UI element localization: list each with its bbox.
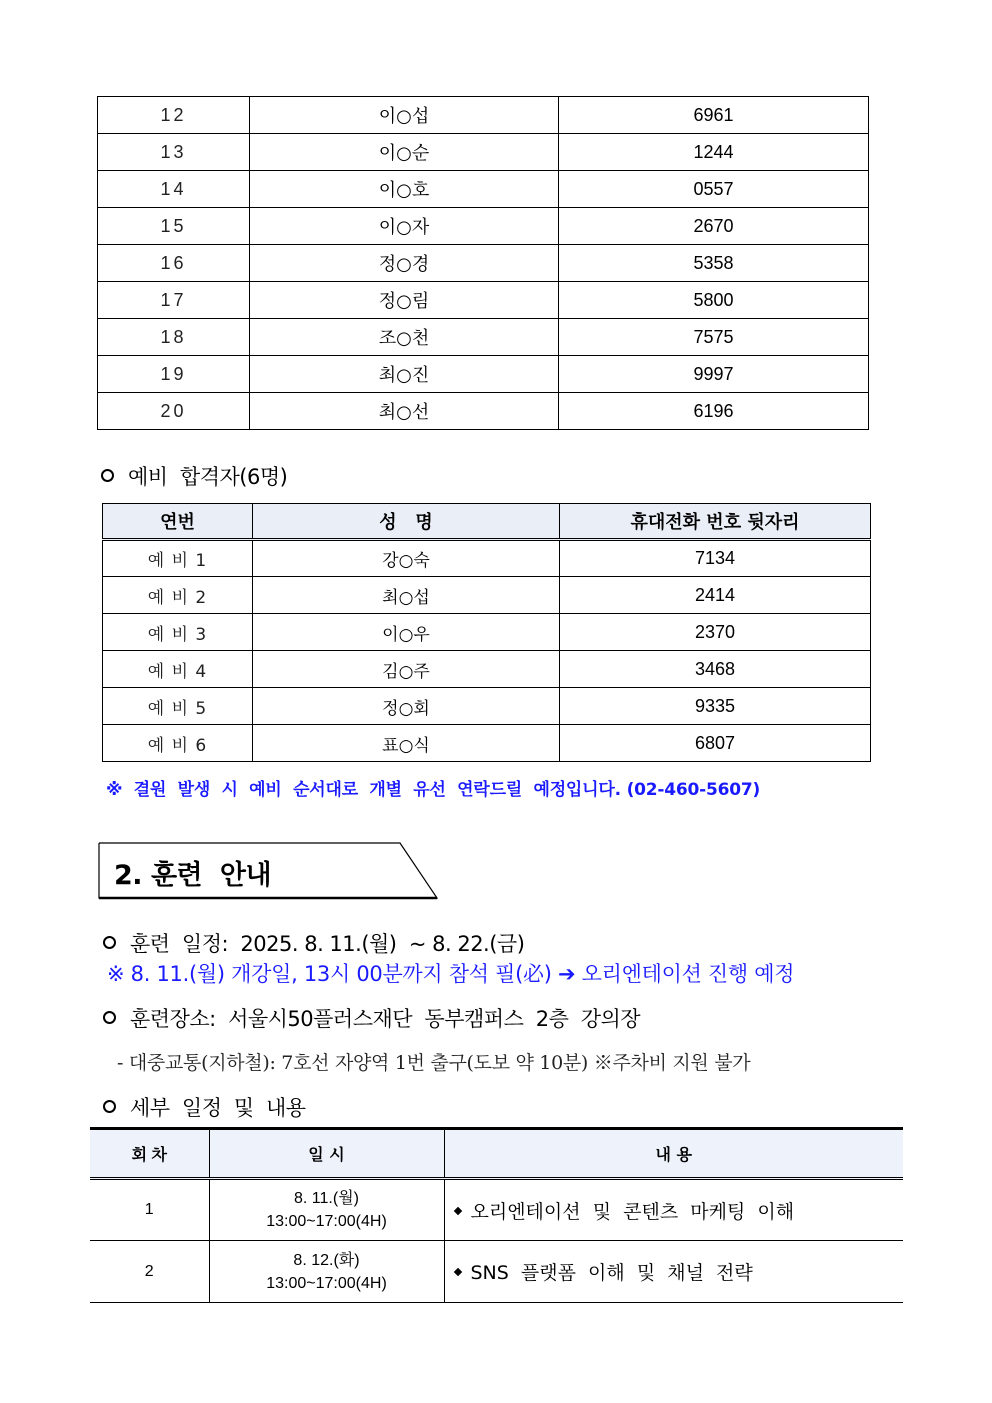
diamond-bullet-icon xyxy=(453,1206,461,1214)
header-phone: 휴대전화 번호 뒷자리 xyxy=(560,504,871,540)
phone-cell: 6961 xyxy=(559,97,869,134)
reserve-heading xyxy=(101,461,287,491)
content-text: SNS 플랫폼 이해 및 채널 전략 xyxy=(470,1262,753,1284)
time-text: 13:00~17:00(4H) xyxy=(266,1274,387,1292)
reserve-heading-text: 예비 합격자(6명) xyxy=(128,465,288,489)
section-title: 2. 훈련 안내 xyxy=(114,860,272,891)
row-number: 14 xyxy=(98,171,250,208)
content-cell xyxy=(444,1179,903,1241)
table-row xyxy=(98,171,869,208)
table-row xyxy=(103,540,871,577)
phone-cell: 7134 xyxy=(560,540,871,577)
reserve-contact-note: ※ 결원 발생 시 예비 순서대로 개별 유선 연락드릴 예정입니다. (02-460-5607) xyxy=(106,780,761,800)
header-content: 내 용 xyxy=(444,1129,903,1179)
detail-heading xyxy=(103,1092,306,1122)
table-row xyxy=(98,282,869,319)
round-cell: 1 xyxy=(90,1179,209,1241)
phone-cell: 9997 xyxy=(559,356,869,393)
name-cell: 강○숙 xyxy=(253,540,560,577)
phone-cell: 0557 xyxy=(559,171,869,208)
name-cell: 최○진 xyxy=(250,356,559,393)
detail-heading-text: 세부 일정 및 내용 xyxy=(130,1096,306,1120)
diamond-bullet-icon xyxy=(453,1268,461,1276)
header-number: 연번 xyxy=(103,504,253,540)
name-cell: 최○선 xyxy=(250,393,559,430)
table-row xyxy=(98,134,869,171)
table-row xyxy=(98,97,869,134)
datetime-cell xyxy=(209,1179,444,1241)
time-text: 13:00~17:00(4H) xyxy=(266,1213,387,1230)
round-cell: 2 xyxy=(90,1241,209,1303)
phone-cell: 3468 xyxy=(560,651,871,688)
row-number: 20 xyxy=(98,393,250,430)
schedule-table xyxy=(90,1127,903,1303)
row-number: 19 xyxy=(98,356,250,393)
name-cell: 이○호 xyxy=(250,171,559,208)
row-number: 예 비 3 xyxy=(103,614,253,651)
phone-cell: 2670 xyxy=(559,208,869,245)
phone-cell: 2370 xyxy=(560,614,871,651)
row-number: 12 xyxy=(98,97,250,134)
datetime-cell xyxy=(209,1241,444,1303)
transit-line: - 대중교통(지하철): 7호선 자양역 1번 출구(도보 약 10분) ※주차비 지원 불가 xyxy=(117,1052,751,1074)
row-number: 13 xyxy=(98,134,250,171)
name-cell: 조○천 xyxy=(250,319,559,356)
table-row xyxy=(98,245,869,282)
name-cell: 정○회 xyxy=(253,688,560,725)
content-text: 오리엔테이션 및 콘텐츠 마케팅 이해 xyxy=(470,1200,795,1223)
name-cell: 이○자 xyxy=(250,208,559,245)
table-row xyxy=(98,208,869,245)
header-name: 성 명 xyxy=(253,504,560,540)
row-number: 예 비 4 xyxy=(103,651,253,688)
table-row xyxy=(98,319,869,356)
reserve-passers-table xyxy=(102,503,871,762)
row-number: 18 xyxy=(98,319,250,356)
schedule-text: 훈련 일정: 2025. 8. 11.(월) ~ 8. 22.(금) xyxy=(130,932,525,956)
row-number: 예 비 5 xyxy=(103,688,253,725)
name-cell: 김○주 xyxy=(253,651,560,688)
location-text: 훈련장소: 서울시50플러스재단 동부캠퍼스 2층 강의장 xyxy=(130,1007,641,1031)
row-number: 예 비 6 xyxy=(103,725,253,762)
row-number: 예 비 1 xyxy=(103,540,253,577)
row-number: 17 xyxy=(98,282,250,319)
table-row xyxy=(98,356,869,393)
table-row xyxy=(103,688,871,725)
table-row xyxy=(90,1241,903,1303)
circle-bullet-icon xyxy=(103,936,116,949)
phone-cell: 9335 xyxy=(560,688,871,725)
circle-bullet-icon xyxy=(103,1100,116,1113)
row-number: 예 비 2 xyxy=(103,577,253,614)
table-row xyxy=(103,614,871,651)
name-cell: 이○우 xyxy=(253,614,560,651)
name-cell: 정○경 xyxy=(250,245,559,282)
header-datetime: 일 시 xyxy=(209,1129,444,1179)
name-cell: 최○섭 xyxy=(253,577,560,614)
table-row xyxy=(98,393,869,430)
phone-cell: 6196 xyxy=(559,393,869,430)
table-header-row xyxy=(103,504,871,540)
location-line xyxy=(103,1003,640,1033)
date-text: 8. 11.(월) xyxy=(294,1190,359,1207)
phone-cell: 5358 xyxy=(559,245,869,282)
header-round: 회 차 xyxy=(90,1129,209,1179)
name-cell: 이○섭 xyxy=(250,97,559,134)
table-row xyxy=(103,651,871,688)
name-cell: 표○식 xyxy=(253,725,560,762)
name-cell: 이○순 xyxy=(250,134,559,171)
row-number: 15 xyxy=(98,208,250,245)
section-heading-box xyxy=(98,842,438,898)
main-passers-table xyxy=(97,96,869,430)
table-row xyxy=(103,577,871,614)
date-text: 8. 12.(화) xyxy=(293,1251,360,1269)
table-header-row xyxy=(90,1129,903,1179)
content-cell xyxy=(444,1241,903,1303)
circle-bullet-icon xyxy=(103,1011,116,1024)
name-cell: 정○림 xyxy=(250,282,559,319)
schedule-note: ※ 8. 11.(월) 개강일, 13시 00분까지 참석 필(必) ➔ 오리엔테이션 진행 예정 xyxy=(107,962,795,986)
phone-cell: 2414 xyxy=(560,577,871,614)
table-row xyxy=(90,1179,903,1241)
table-row xyxy=(103,725,871,762)
phone-cell: 5800 xyxy=(559,282,869,319)
circle-bullet-icon xyxy=(101,469,114,482)
schedule-line xyxy=(103,928,524,958)
phone-cell: 6807 xyxy=(560,725,871,762)
phone-cell: 1244 xyxy=(559,134,869,171)
row-number: 16 xyxy=(98,245,250,282)
phone-cell: 7575 xyxy=(559,319,869,356)
